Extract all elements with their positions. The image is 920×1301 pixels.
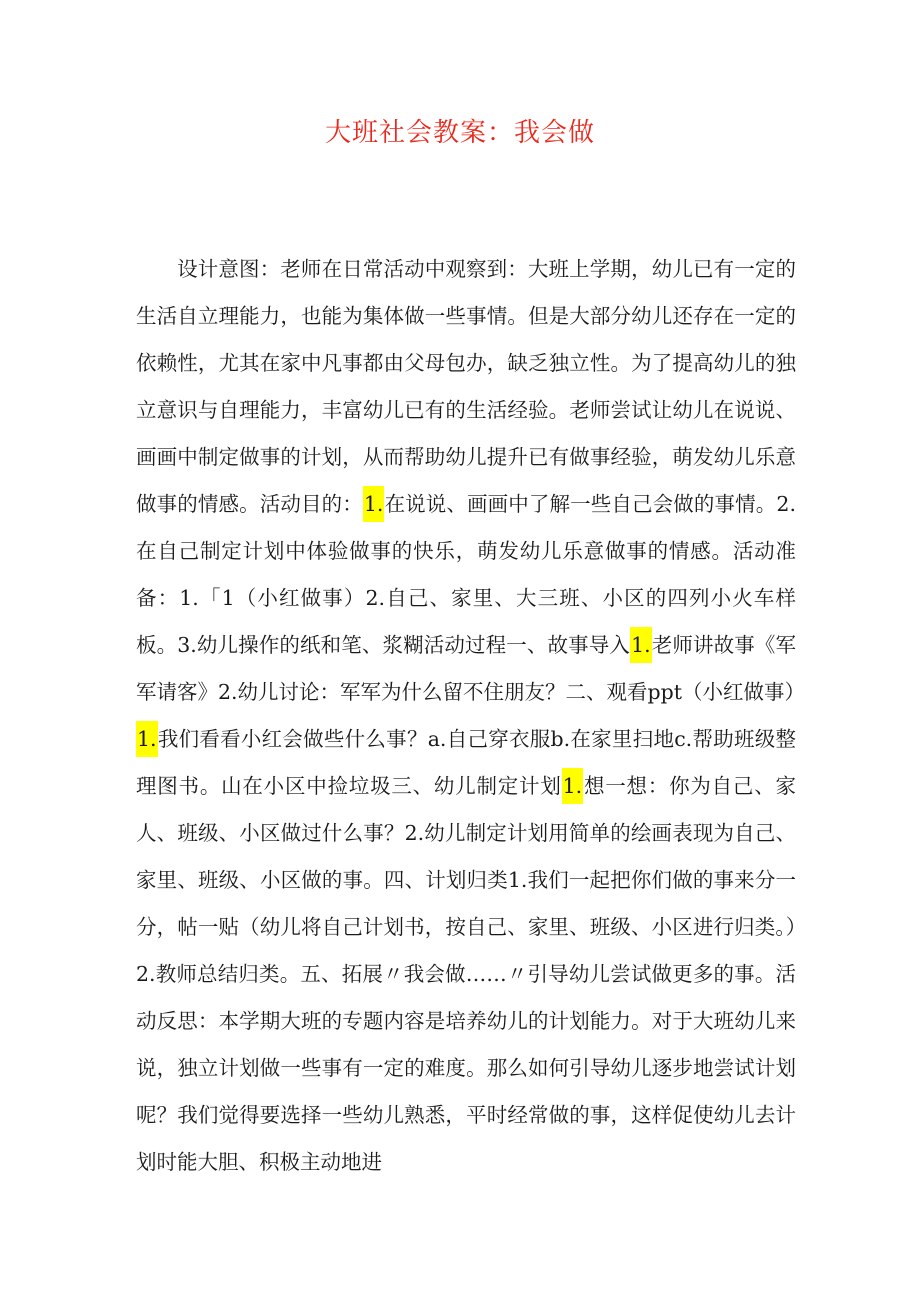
text-segment: 老师讲故事《军军请客》2.幼儿讨论：军军为什么留不住朋友？二、观看ppt（小红做事） bbox=[136, 633, 806, 704]
text-segment: 在说说、画画中了解一些自己会做的事情。2.在自己制定计划中体验做事的快乐，萌发幼儿乐意做事的情感。活动准备：1.「1（小红做事）2.自己、家里、大三班、小区的四列小火车样板。3.幼儿操作的纸和笔、浆糊活动过程一、故事导入 bbox=[136, 492, 796, 657]
highlighted-number: 1. bbox=[363, 486, 385, 522]
document-body bbox=[136, 246, 806, 1186]
highlighted-number: 1. bbox=[630, 627, 652, 663]
highlighted-number: 1. bbox=[562, 768, 584, 804]
document-title: 大班社会教案：我会做 bbox=[324, 118, 595, 148]
text-segment: 想一想：你为自己、家人、班级、小区做过什么事？2.幼儿制定计划用简单的绘画表现为自己、家里、班级、小区做的事。四、计划归类1.我们一起把你们做的事来分一分，帖一贴（幼儿将自己计划书，按自己、家里、班级、小区进行归类。）2.教师总结归类。五、拓展〃我会做……〃引导幼儿尝试做更多的事。活动反思：本学期大班的专题内容是培养幼儿的计划能力。对于大班幼儿来说，独立计划做一些事有一定的难度。那么如何引导幼儿逐步地尝试计划呢？我们觉得要选择一些幼儿熟悉，平时经常做的事，这样促使幼儿去计划时能大胆、积极主动地进 bbox=[136, 774, 796, 1174]
text-segment: 我们看看小红会做些什么事？a.自己穿衣服b.在家里扫地c.帮助班级整理图书。山在小区中捡垃圾三、幼儿制定计划 bbox=[136, 727, 796, 798]
highlighted-number: 1. bbox=[136, 721, 158, 757]
text-segment: 设计意图：老师在日常活动中观察到：大班上学期，幼儿已有一定的生活自立理能力，也能为集体做一些事情。但是大部分幼儿还存在一定的依赖性，尤其在家中凡事都由父母包办，缺乏独立性。为了提高幼儿的独立意识与自理能力，丰富幼儿已有的生活经验。老师尝试让幼儿在说说、画画中制定做事的计划，从而帮助幼儿提升已有做事经验，萌发幼儿乐意做事的情感。活动目的： bbox=[136, 257, 796, 516]
